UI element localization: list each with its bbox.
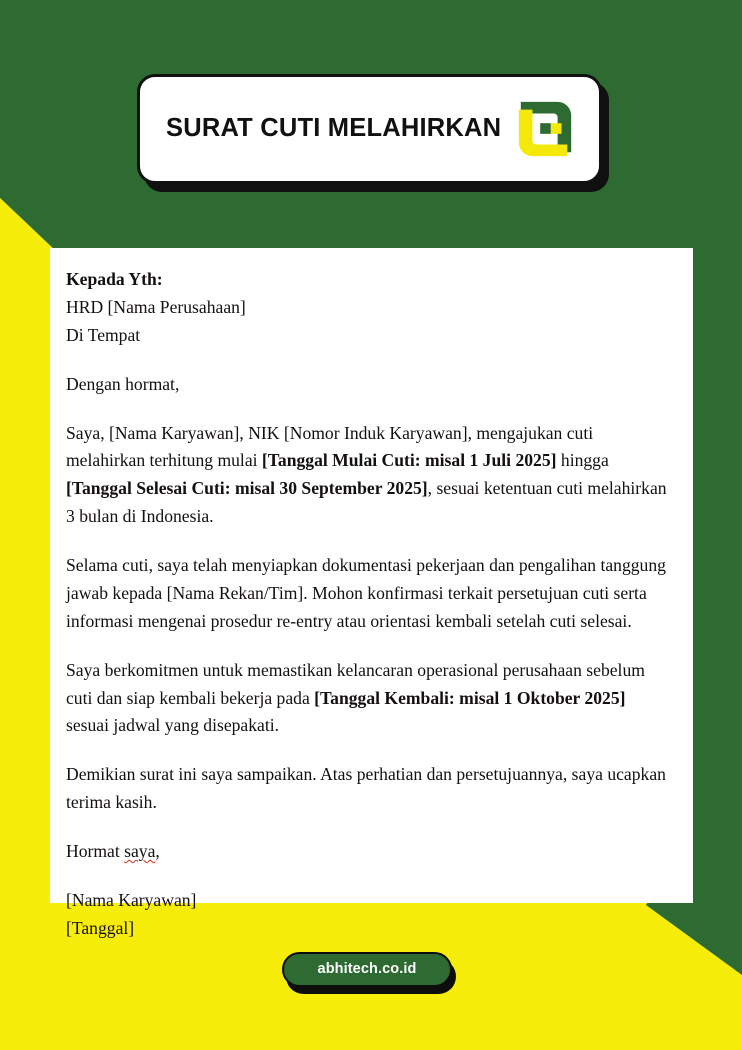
para3-text-2: sesuai jadwal yang disepakati. [66, 715, 280, 736]
para1-text-2: hingga [556, 450, 609, 471]
title-card-surface [137, 74, 602, 184]
opening-line: Dengan hormat, [66, 373, 180, 394]
letter-document [50, 248, 693, 938]
para3-text-1: Saya berkomitmen untuk memastikan kelancaran operasional perusahaan sebelum cuti dan siap kembali bekerja pada [66, 659, 645, 708]
para1-end-date: [Tanggal Selesai Cuti: misal 30 September 2025] [66, 478, 428, 499]
closing-line-3: [Tanggal] [66, 917, 135, 938]
footer-badge[interactable] [282, 952, 460, 996]
para1-start-date: [Tanggal Mulai Cuti: misal 1 Juli 2025] [261, 450, 557, 471]
para1-text-3: , sesuai ketentuan cuti melahirkan 3 bulan di Indonesia. [66, 478, 667, 527]
paragraph-handover: Selama cuti, saya telah menyiapkan dokumentasi pekerjaan dan pengalihan tanggung jawab kepada [Nama Rekan/Tim]. Mohon konfirmasi terkait persetujuan cuti serta informasi mengenai prosedur re-entry atau orientasi kembali setelah cuti selesai. [66, 555, 666, 631]
salutation-line-2: HRD [Nama Perusahaan] [66, 296, 246, 317]
page-title: SURAT CUTI MELAHIRKAN [166, 114, 502, 143]
footer-badge-label: abhitech.co.id [317, 961, 417, 978]
closing-line-1 [66, 838, 671, 866]
closing-suffix: , [155, 841, 160, 861]
para1-text-1: Saya, [Nama Karyawan], NIK [Nomor Induk Karyawan], mengajukan cuti melahirkan terhitung mulai [66, 422, 594, 471]
paragraph-return [66, 657, 671, 741]
salutation-heading: Kepada Yth: [66, 269, 163, 289]
title-card [137, 74, 609, 192]
spellcheck-underlined-word: saya [124, 841, 156, 861]
salutation-line-3: Di Tempat [66, 324, 141, 345]
closing-line-2: [Nama Karyawan] [66, 889, 197, 910]
abhitech-logo-icon [515, 98, 577, 160]
footer-badge-surface[interactable] [282, 952, 452, 987]
letter-body [66, 266, 671, 943]
paragraph-thanks: Demikian surat ini saya sampaikan. Atas perhatian dan persetujuannya, saya ucapkan terima kasih. [66, 764, 666, 813]
salutation-line-1 [66, 266, 671, 294]
para3-return-date: [Tanggal Kembali: misal 1 Oktober 2025] [314, 687, 626, 708]
paragraph-leave-dates [66, 420, 671, 532]
closing-prefix: Hormat [66, 841, 125, 861]
